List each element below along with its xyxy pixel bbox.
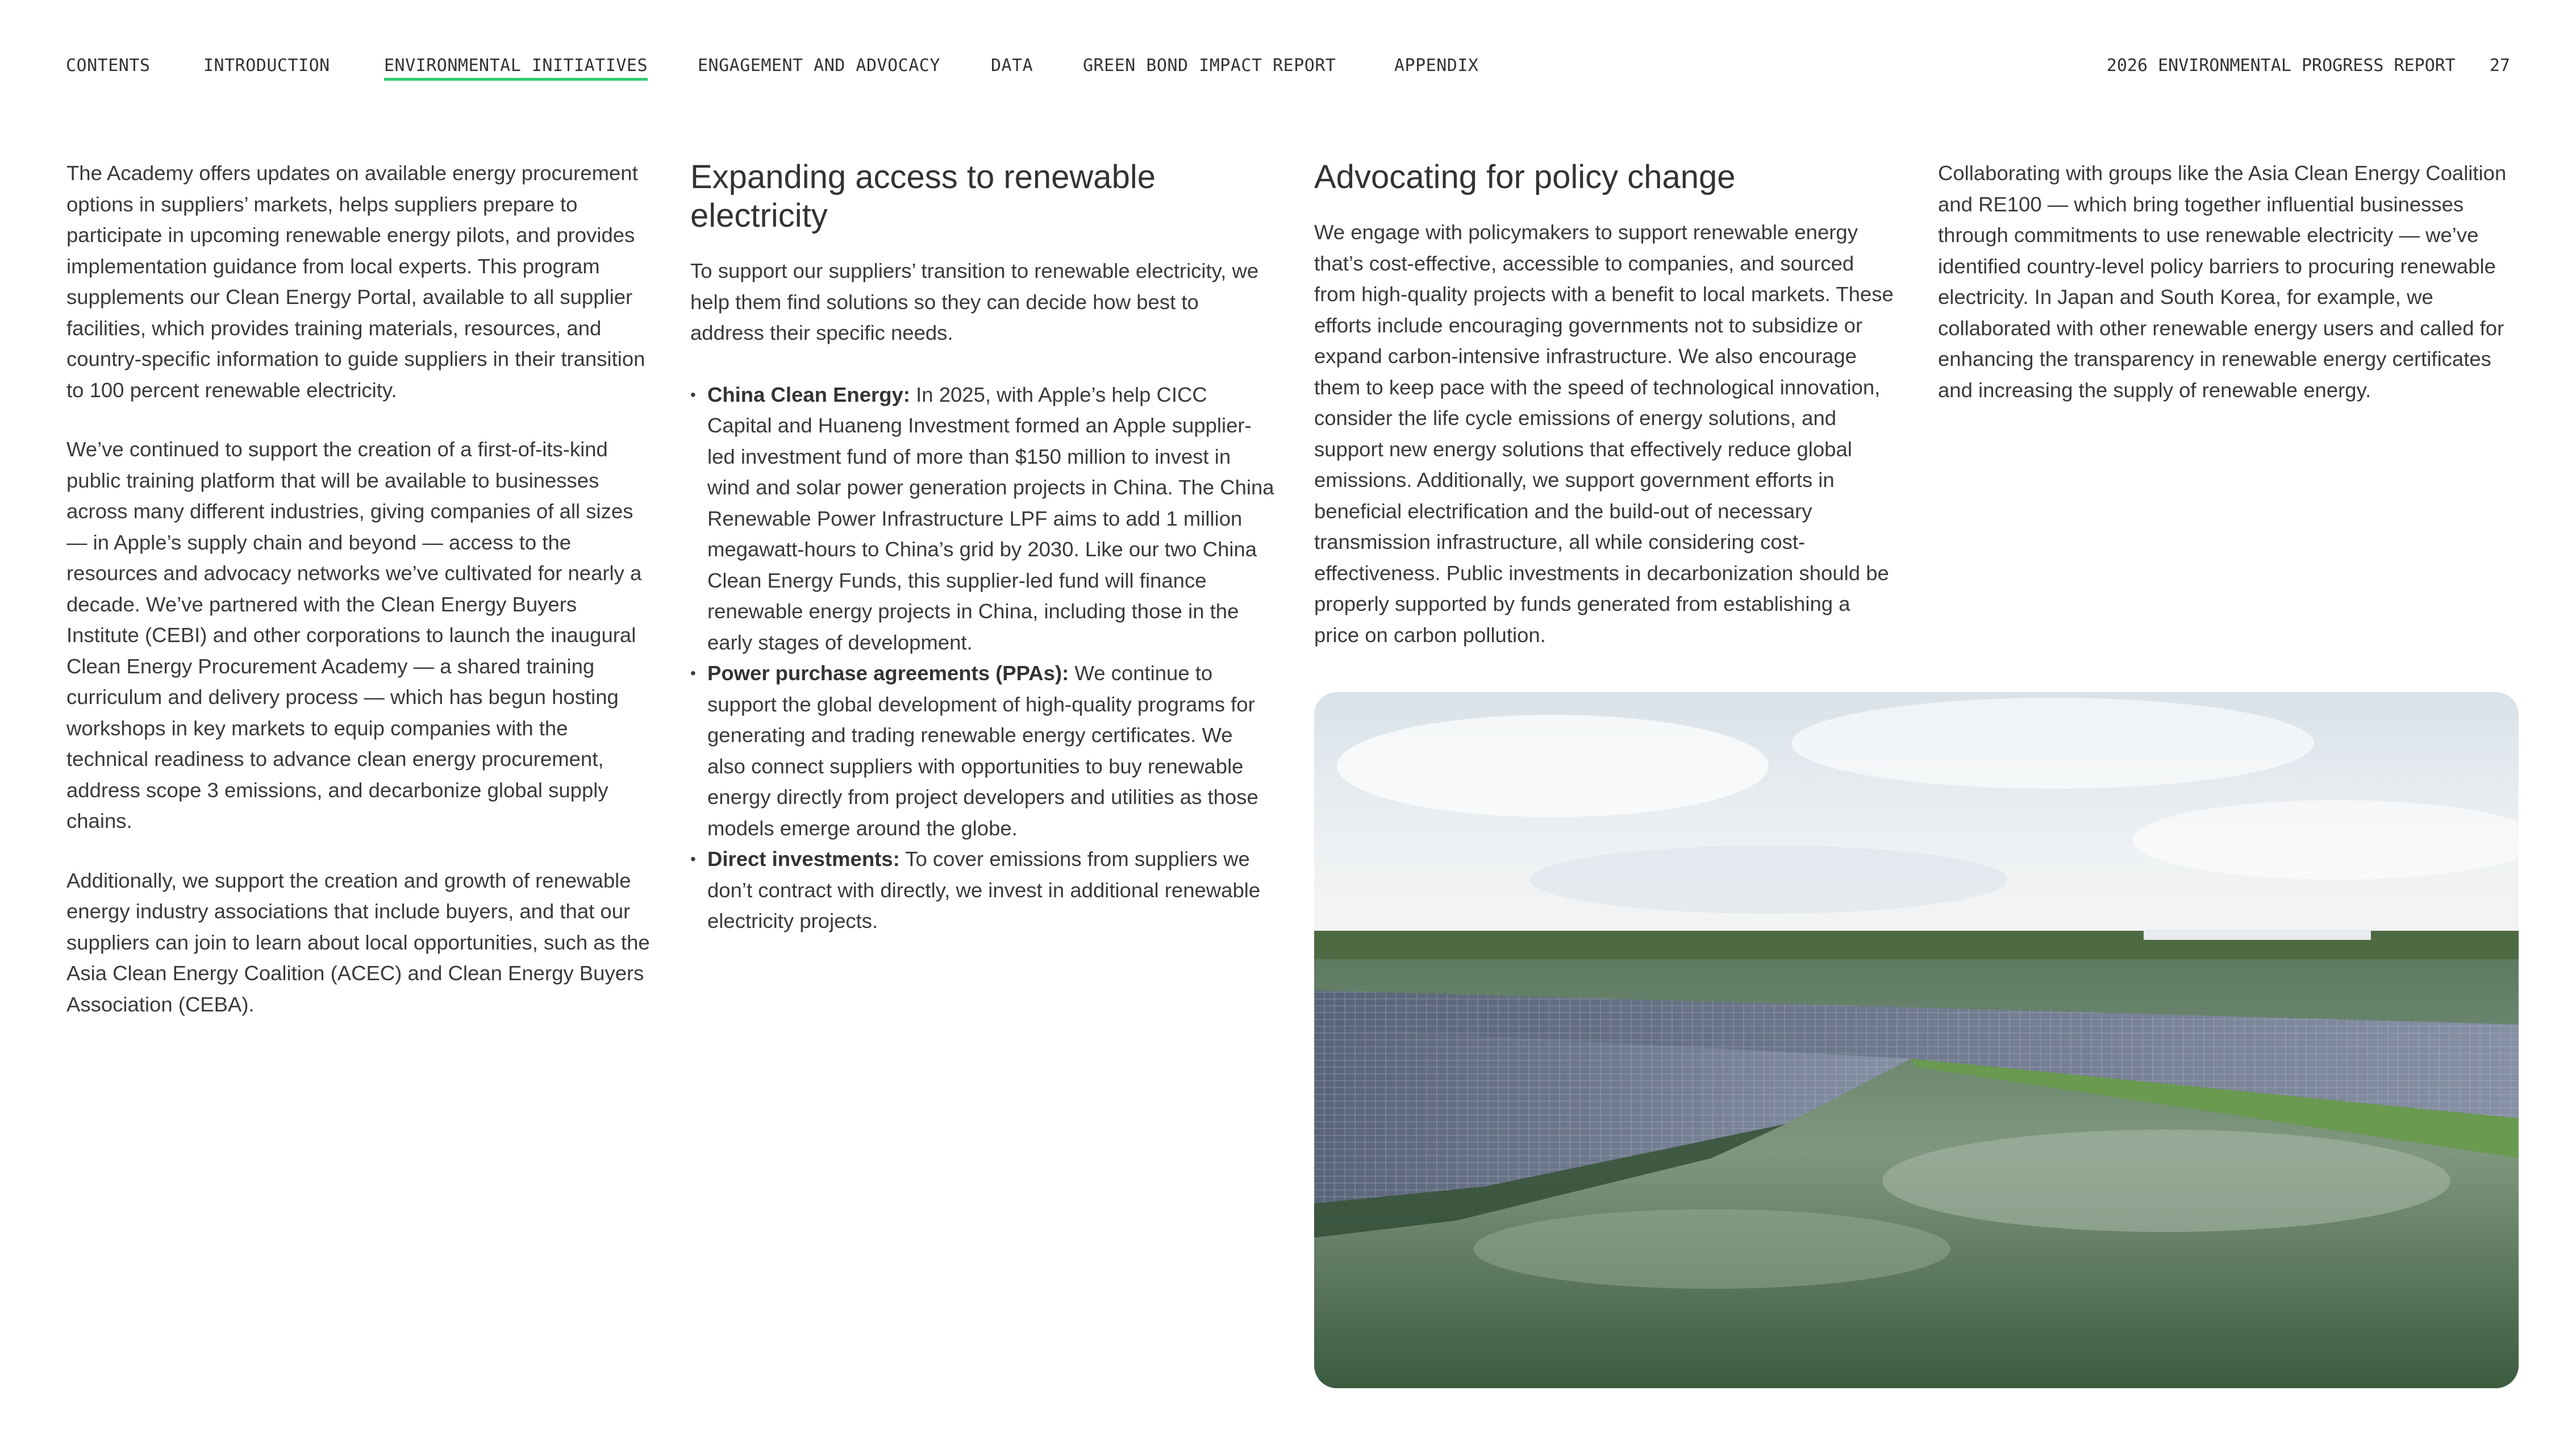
column-academy <box>66 158 652 1048</box>
heading-expanding-access: Expanding access to renewable electricity <box>690 159 1156 234</box>
bullet-label: China Clean Energy: <box>707 382 910 406</box>
column-expanding-access <box>690 158 1276 937</box>
bullet-text: In 2025, with Apple’s help CICC Capital and Huaneng Investment formed an Apple supplier-led investment fund of more than $150 million to invest in wind and solar power generation projects in China. The China Renewable Power Infrastructure LPF aims to add 1 million megawatt-hours to China’s grid by 2030. Like our two China Clean Energy Funds, this supplier-led fund will finance renewable energy projects in China, including those in the early stages of development. <box>707 382 1274 654</box>
nav-contents[interactable]: CONTENTS <box>66 56 151 76</box>
top-navigation <box>66 56 2510 84</box>
column-policy-change <box>1314 158 1899 679</box>
column-collaboration <box>1938 158 2523 434</box>
bullet-list <box>690 380 1276 937</box>
report-title: 2026 ENVIRONMENTAL PROGRESS REPORT <box>2106 56 2456 76</box>
paragraph-industry-associations: Additionally, we support the creation and growth of renewable energy industry associations that include buyers, and that our suppliers can join to learn about local opportunities, such as the Asia Clean Energy Coalition (ACEC) and Clean Energy Buyers Association (CEBA). <box>66 868 650 1016</box>
page-number: 27 <box>2489 56 2510 76</box>
bullet-label: Power purchase agreements (PPAs): <box>707 661 1069 685</box>
bullet-power-purchase-agreements <box>690 658 1276 844</box>
bullet-text: To cover emissions from suppliers we don’t contract with directly, we invest in additional renewable electricity projects. <box>707 847 1261 932</box>
bullet-direct-investments <box>690 844 1276 937</box>
paragraph-academy-updates: The Academy offers updates on available energy procurement options in suppliers’ markets, helps suppliers prepare to participate in upcoming renewable energy pilots, and provides implementation guidance from local experts. This program supplements our Clean Energy Portal, available to all supplier facilities, which provides training materials, resources, and country-specific information to guide suppliers in their transition to 100 percent renewable electricity. <box>66 161 645 402</box>
nav-appendix[interactable]: APPENDIX <box>1394 56 1479 76</box>
bullet-china-clean-energy <box>690 380 1276 659</box>
solar-farm-photo <box>1314 692 2519 1388</box>
paragraph-expanding-intro: To support our suppliers’ transition to renewable electricity, we help them find solutions so they can decide how best to address their specific needs. <box>690 259 1259 344</box>
nav-engagement-and-advocacy[interactable]: ENGAGEMENT AND ADVOCACY <box>698 56 940 76</box>
report-header <box>2073 56 2510 76</box>
nav-data[interactable]: DATA <box>991 56 1033 76</box>
heading-policy-change: Advocating for policy change <box>1314 159 1736 195</box>
bullet-label: Direct investments: <box>707 847 900 871</box>
solar-farm-illustration <box>1314 692 2519 1388</box>
paragraph-policy-change: We engage with policymakers to support renewable energy that’s cost-effective, accessible to companies, and sourced from high-quality projects with a benefit to local markets. These efforts include encouraging governments not to subsidize or expand carbon-intensive infrastructure. We also encourage them to keep pace with the speed of technological innovation, consider the life cycle emissions of energy solutions, and support new energy solutions that effectively reduce global emissions. Additionally, we support government efforts in beneficial electrification and the build-out of necessary transmission infrastructure, all while considering cost-effectiveness. Public investments in decarbonization should be properly supported by funds generated from establishing a price on carbon pollution. <box>1314 220 1894 647</box>
bullet-text: We continue to support the global development of high-quality programs for generating and trading renewable energy certificates. We also connect suppliers with opportunities to buy renewable energy directly from project developers and utilities as those models emerge around the globe. <box>707 661 1258 840</box>
paragraph-collaboration: Collaborating with groups like the Asia Clean Energy Coalition and RE100 — which bring together influential businesses through commitments to use renewable electricity — we’ve identified country-level policy barriers to procuring renewable electricity. In Japan and South Korea, for example, we collaborated with other renewable energy users and called for enhancing the transparency in renewable energy certificates and increasing the supply of renewable energy. <box>1938 161 2507 402</box>
nav-introduction[interactable]: INTRODUCTION <box>203 56 330 76</box>
nav-green-bond-impact-report[interactable]: GREEN BOND IMPACT REPORT <box>1083 56 1336 76</box>
nav-environmental-initiatives[interactable]: ENVIRONMENTAL INITIATIVES <box>384 56 648 81</box>
paragraph-training-platform: We’ve continued to support the creation of a first-of-its-kind public training platform that will be available to businesses across many different industries, giving companies of all sizes — in Apple’s supply chain and beyond — access to the resources and advocacy networks we’ve cultivated for nearly a decade. We’ve partnered with the Clean Energy Buyers Institute (CEBI) and other corporations to launch the inaugural Clean Energy Procurement Academy — a shared training curriculum and delivery process — which has begun hosting workshops in key markets to equip companies with the technical readiness to advance clean energy procurement, address scope 3 emissions, and decarbonize global supply chains. <box>66 438 642 832</box>
